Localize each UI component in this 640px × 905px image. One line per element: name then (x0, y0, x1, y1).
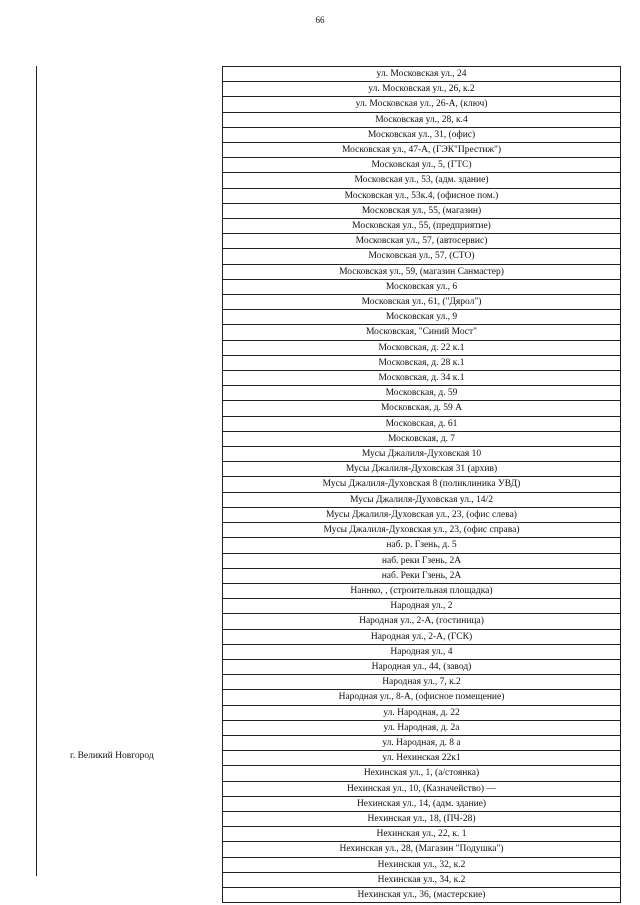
address-cell: Народная ул., 2 (223, 599, 621, 614)
table-row (223, 97, 621, 112)
table-row (223, 234, 621, 249)
address-cell: Московская, д. 7 (223, 431, 621, 446)
table-row (223, 629, 621, 644)
city-cell: г. Великий Новгород (70, 751, 154, 761)
table-row (223, 827, 621, 842)
table-row (223, 67, 621, 82)
table-row (223, 599, 621, 614)
address-cell: ул. Нехинская 22к1 (223, 751, 621, 766)
table-row (223, 188, 621, 203)
address-cell: Народная ул., 2-А, (гостиница) (223, 614, 621, 629)
address-cell: Московская, д. 59 А (223, 401, 621, 416)
address-cell: Московская ул., 57, (автосервис) (223, 234, 621, 249)
address-cell: Нехинская ул., 22, к. 1 (223, 827, 621, 842)
table-row (223, 82, 621, 97)
address-cell: Народная ул., 44, (завод) (223, 659, 621, 674)
table-row (223, 538, 621, 553)
table-row (223, 279, 621, 294)
table-row (223, 295, 621, 310)
address-cell: Московская ул., 53, (адм. здание) (223, 173, 621, 188)
address-cell: Московская, д. 61 (223, 416, 621, 431)
table-row (223, 796, 621, 811)
address-cell: Наннко, , (строительная площадка) (223, 583, 621, 598)
address-cell: Нехинская ул., 18, (ПЧ-28) (223, 811, 621, 826)
table-row (223, 143, 621, 158)
table-row (223, 416, 621, 431)
address-cell: Народная ул., 4 (223, 644, 621, 659)
table-row (223, 659, 621, 674)
table-row (223, 492, 621, 507)
table-row (223, 811, 621, 826)
table-row (223, 173, 621, 188)
address-cell: ул. Народная, д. 2а (223, 720, 621, 735)
address-cell: Нехинская ул., 34, к.2 (223, 872, 621, 887)
table-row (223, 158, 621, 173)
address-cell: Нехинская ул., 32, к.2 (223, 857, 621, 872)
table-row (223, 872, 621, 887)
address-cell: Московская, д. 34 к.1 (223, 371, 621, 386)
address-cell: Московская, д. 59 (223, 386, 621, 401)
table-row (223, 127, 621, 142)
table-row (223, 568, 621, 583)
table-row (223, 690, 621, 705)
address-cell: Московская ул., 55, (предприятие) (223, 219, 621, 234)
table-row (223, 644, 621, 659)
address-cell: Московская ул., 31, (офис) (223, 127, 621, 142)
table-row (223, 507, 621, 522)
address-cell: наб. р. Гзень, д. 5 (223, 538, 621, 553)
address-cell: Нехинская ул., 14, (адм. здание) (223, 796, 621, 811)
table-row (223, 766, 621, 781)
table-row (223, 264, 621, 279)
address-cell: Московская ул., 53к.4, (офисное пом.) (223, 188, 621, 203)
address-cell: Московская ул., 9 (223, 310, 621, 325)
table-row (223, 735, 621, 750)
address-cell: Мусы Джалиля-Духовская ул., 23, (офис справа) (223, 523, 621, 538)
table-row (223, 705, 621, 720)
table-row (223, 842, 621, 857)
table-row (223, 675, 621, 690)
address-cell: Нехинская ул., 10, (Казначейство) — (223, 781, 621, 796)
page-number: 66 (315, 15, 325, 25)
address-cell: Московская ул., 57, (СТО) (223, 249, 621, 264)
table-row (223, 371, 621, 386)
address-cell: Московская ул., 59, (магазин Санмастер) (223, 264, 621, 279)
table-row (223, 477, 621, 492)
table-row (223, 857, 621, 872)
table-row (223, 112, 621, 127)
table-row (223, 401, 621, 416)
table-row (223, 887, 621, 902)
address-cell: Московская ул., 28, к.4 (223, 112, 621, 127)
table-row (223, 781, 621, 796)
table-row (223, 203, 621, 218)
address-cell: Нехинская ул., 1, (а/стоянка) (223, 766, 621, 781)
address-table (222, 66, 621, 903)
table-row (223, 310, 621, 325)
address-cell: Московская, "Синий Мост" (223, 325, 621, 340)
address-cell: Мусы Джалиля-Духовская 31 (архив) (223, 462, 621, 477)
table-row (223, 720, 621, 735)
address-cell: Народная ул., 2-А, (ГСК) (223, 629, 621, 644)
address-cell: ул. Московская ул., 26-А, (ключ) (223, 97, 621, 112)
table-row (223, 614, 621, 629)
address-cell: ул. Народная, д. 8 а (223, 735, 621, 750)
address-cell: Московская ул., 5, (ГТС) (223, 158, 621, 173)
address-cell: Московская, д. 28 к.1 (223, 355, 621, 370)
address-table-body (223, 67, 621, 903)
table-row (223, 249, 621, 264)
table-row (223, 355, 621, 370)
table-row (223, 751, 621, 766)
left-table-border (36, 66, 37, 876)
address-cell: Мусы Джалиля-Духовская 10 (223, 447, 621, 462)
address-cell: Мусы Джалиля-Духовская ул., 23, (офис слева) (223, 507, 621, 522)
address-cell: Московская ул., 47-А, (ГЭК"Престиж") (223, 143, 621, 158)
address-cell: Народная ул., 7, к.2 (223, 675, 621, 690)
address-cell: ул. Московская ул., 24 (223, 67, 621, 82)
table-row (223, 583, 621, 598)
address-cell: наб. Реки Гзень, 2А (223, 568, 621, 583)
address-cell: Нехинская ул., 36, (мастерские) (223, 887, 621, 902)
address-cell: Мусы Джалиля-Духовская 8 (поликлиника УВД) (223, 477, 621, 492)
address-cell: Московская ул., 61, ("Дярол") (223, 295, 621, 310)
table-row (223, 340, 621, 355)
table-row (223, 447, 621, 462)
table-row (223, 523, 621, 538)
table-row (223, 462, 621, 477)
address-cell: Московская ул., 6 (223, 279, 621, 294)
address-cell: ул. Московская ул., 26, к.2 (223, 82, 621, 97)
address-cell: Народная ул., 8-А, (офисное помещение) (223, 690, 621, 705)
address-cell: Московская, д. 22 к.1 (223, 340, 621, 355)
table-row (223, 219, 621, 234)
table-row (223, 431, 621, 446)
address-cell: наб. реки Гзень, 2А (223, 553, 621, 568)
address-cell: Нехинская ул., 28, (Магазин "Подушка") (223, 842, 621, 857)
table-row (223, 553, 621, 568)
table-row (223, 386, 621, 401)
table-row (223, 325, 621, 340)
address-cell: ул. Народная, д. 22 (223, 705, 621, 720)
address-cell: Мусы Джалиля-Духовская ул., 14/2 (223, 492, 621, 507)
address-cell: Московская ул., 55, (магазин) (223, 203, 621, 218)
